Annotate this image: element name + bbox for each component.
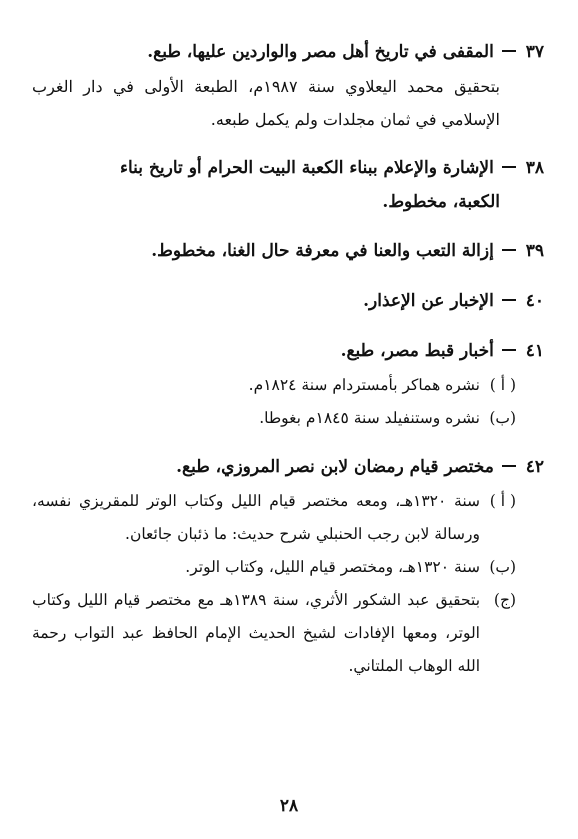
sub-item-text: نشره هماكر بأمستردام سنة ١٨٢٤م. [248,376,480,394]
dash-mark [502,349,516,351]
sub-item-label: (ب) [489,558,516,576]
sub-item [32,402,544,435]
dash-mark [502,465,516,467]
entry-number: ٣٩ [502,233,544,269]
entry-title: المقفى في تاريخ أهل مصر والواردين عليها، طبع. [147,42,494,62]
entry-41 [32,333,544,435]
sub-item [32,369,544,402]
sub-item-label: (ب) [489,409,516,427]
sub-item [32,584,544,683]
entry-40 [32,283,544,319]
sub-item [32,551,544,584]
document-page [32,34,544,697]
entry-number: ٣٨ [502,150,544,186]
entry-number: ٤١ [502,333,544,369]
entry-number: ٤٠ [502,283,544,319]
sub-item-text: سنة ١٣٢٠هـ، ومختصر قيام الليل، وكتاب الوتر. [185,558,480,576]
entry-38 [32,150,544,219]
dash-mark [502,50,516,52]
sub-item-text: بتحقيق عبد الشكور الأثري، سنة ١٣٨٩هـ مع مختصر قيام الليل وكتاب الوتر، ومعها الإفادات لشيخ الحديث الإمام الحافظ عبد التواب رحمة الله الوهاب الملتاني. [32,591,481,675]
entry-title: مختصر قيام رمضان لابن نصر المروزي، طبع. [176,457,494,477]
entry-37 [32,34,544,136]
entry-number: ٤٢ [502,449,544,485]
sub-item-label: (ج) [493,591,516,609]
entry-42 [32,449,544,683]
entry-title: الإشارة والإعلام ببناء الكعبة البيت الحرام أو تاريخ بناء [120,158,494,178]
dash-mark [502,166,516,168]
entry-title: إزالة التعب والعنا في معرفة حال الغنا، مخطوط. [151,241,494,261]
sub-item-label: ( أ ) [489,376,516,394]
entry-body: بتحقيق محمد اليعلاوي سنة ١٩٨٧م، الطبعة الأولى في دار الغرب الإسلامي في ثمان مجلدات ولم يكمل طبعه. [32,77,500,129]
entry-number: ٣٧ [502,34,544,70]
sub-item [32,485,544,551]
sub-item-text: نشره وستنفيلد سنة ١٨٤٥م بغوطا. [259,409,480,427]
sub-item-label: ( أ ) [489,492,516,510]
entry-title: أخبار قبط مصر، طبع. [340,341,494,361]
dash-mark [502,249,516,251]
entry-title: الإخبار عن الإعذار. [363,291,494,311]
entry-39 [32,233,544,269]
entry-body: الكعبة، مخطوط. [382,192,500,212]
page-number: ٢٨ [279,796,299,816]
sub-item-text: سنة ١٣٢٠هـ، ومعه مختصر قيام الليل وكتاب الوتر للمقريزي نفسه، ورسالة لابن رجب الحنبلي شرح حديث: ما ذئبان جائعان. [32,492,480,543]
dash-mark [502,299,516,301]
